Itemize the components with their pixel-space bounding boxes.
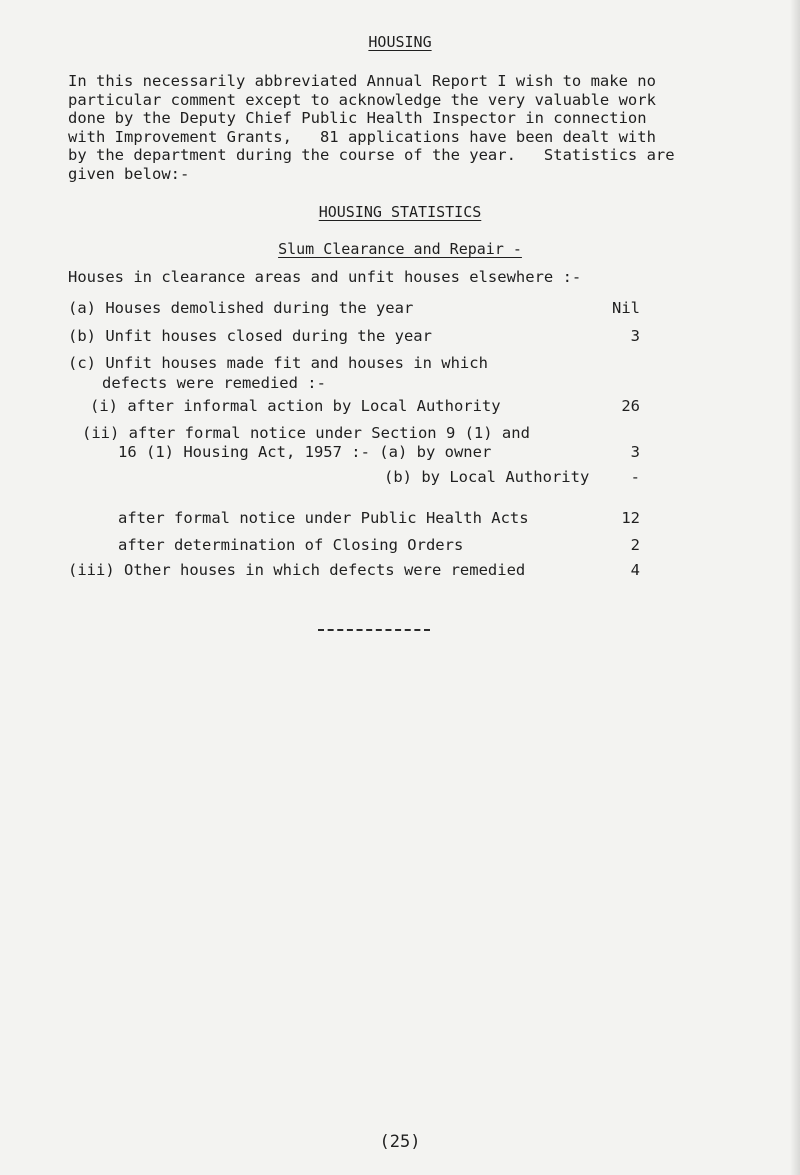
item-a-value: Nil [612,299,640,317]
intro-line: done by the Deputy Chief Public Health Inspector in connection [68,109,647,127]
pha-label: after formal notice under Public Health Acts [118,509,529,527]
item-b-value: 3 [630,327,640,345]
stats-lead: Houses in clearance areas and unfit houses elsewhere :- [68,268,582,286]
dashed-divider [318,629,430,631]
intro-line: given below:- [68,164,190,183]
item-c-label-line2: defects were remedied :- [102,374,326,392]
section-title [0,203,800,221]
item-ii-label-line2: 16 (1) Housing Act, 1957 :- (a) by owner [118,443,492,461]
item-iii-value: 4 [630,561,640,579]
closing-orders-value: 2 [630,536,640,554]
section-title-text: HOUSING STATISTICS [318,203,482,221]
closing-orders-label: after determination of Closing Orders [118,536,464,554]
intro-line: In this necessarily abbreviated Annual Report I wish to make no [68,72,656,90]
section-subtitle-text: Slum Clearance and Repair - [278,240,522,258]
page-title [0,33,800,51]
intro-line: by the department during the course of the year. Statistics are [68,146,675,164]
intro-line: particular comment except to acknowledge the very valuable work [68,90,656,109]
pha-value: 12 [621,509,640,527]
page-title-text: HOUSING [368,33,432,51]
item-ii-a-value: 3 [630,443,640,461]
item-ii-label-line1: (ii) after formal notice under Section 9 (1) and [82,424,530,442]
item-ii-b-label: (b) by Local Authority [384,468,590,486]
intro-paragraph [68,72,675,183]
item-ii-b-value: - [630,468,640,486]
intro-line: with Improvement Grants, 81 applications have been dealt with [68,127,656,146]
page-number: (25) [379,1132,421,1152]
item-a-label: (a) Houses demolished during the year [68,299,414,317]
section-subtitle [0,240,800,258]
page-edge-shadow [790,0,800,1175]
item-iii-label: (iii) Other houses in which defects were remedied [68,561,526,579]
item-b-label: (b) Unfit houses closed during the year [68,327,432,345]
item-i-label: (i) after informal action by Local Authority [90,397,501,415]
item-c-label-line1: (c) Unfit houses made fit and houses in which [68,354,488,372]
item-i-value: 26 [621,397,640,415]
